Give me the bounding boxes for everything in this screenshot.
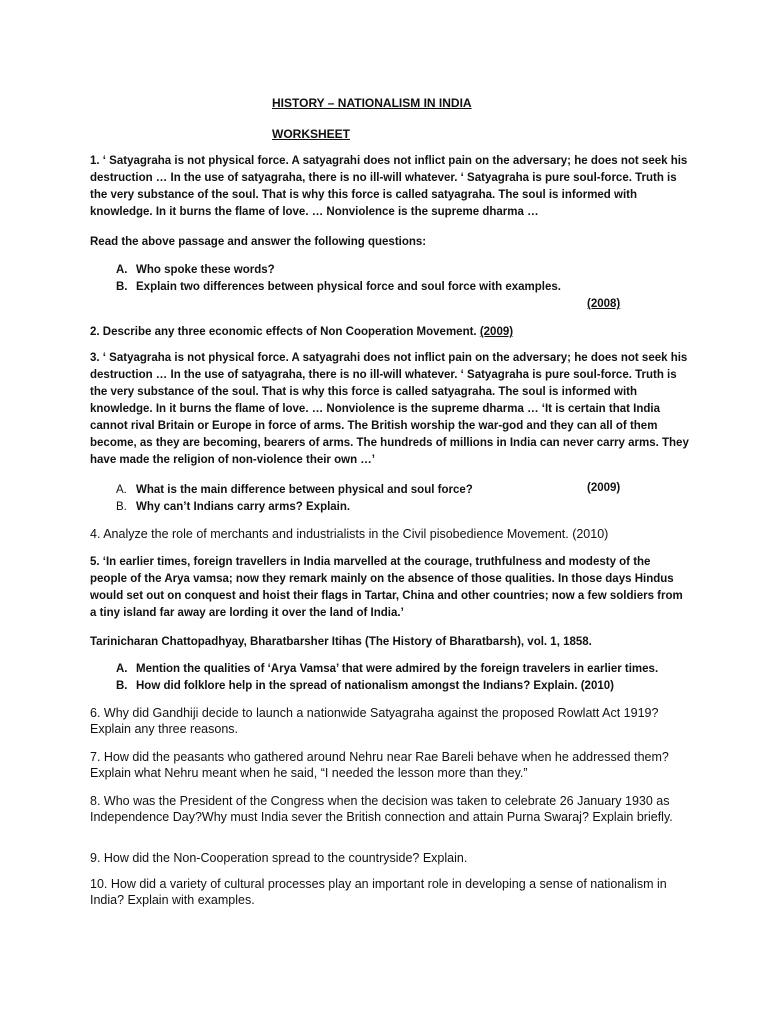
question-5-text: 5. ‘In earlier times, foreign travellers in India marvelled at the courage, truthfulness and modesty of the people of the Arya vamsa; now they remark mainly on the absence of those qualities. In those days Hindus would set out on conquest and hoist their flags in Tartar, China and other countries; now a few soldiers from a tiny island far away are lording it over the land of India.’ — [90, 556, 683, 619]
list-marker: A. — [116, 264, 128, 276]
question-2-year: (2009) — [479, 326, 514, 338]
question-3-text: 3. ‘ Satyagraha is not physical force. A satyagrahi does not inflict pain on the adversary; he does not seek his destruction … In the use of satyagraha, there is no ill-will whatever. ‘ Satyagraha is pure soul-force. Truth is the very substance of the soul. That is why this force is called satyagraha. The soul is informed with knowledge. In it burns the flame of love. … Nonviolence is the supreme dharma … ‘It is certain that India cannot rival Britain or Europe in force of arms. The British worship the war-god and they can all of them become, as they are becoming, bearers of arms. The hundreds of millions in India can never carry arms. They have made the religion of non-violence their own …’ — [90, 352, 689, 466]
list-item — [116, 678, 676, 695]
subquestion-text: Explain two differences between physical force and soul force with examples. — [136, 281, 561, 293]
question-3-year: (2009) — [587, 482, 621, 494]
subquestion-text: What is the main difference between physical and soul force? — [136, 484, 473, 496]
subquestion-text: How did folklore help in the spread of nationalism amongst the Indians? Explain. (2010) — [136, 680, 614, 692]
list-item — [116, 499, 676, 516]
list-marker: A. — [116, 484, 127, 496]
question-7-text: 7. How did the peasants who gathered around Nehru near Rae Bareli behave when he addressed them? Explain what Nehru meant when he said, “I needed the lesson more than they.” — [90, 750, 669, 780]
question-1-year: (2008) — [587, 298, 621, 310]
question-2-text: 2. Describe any three economic effects of Non Cooperation Movement. — [90, 326, 477, 338]
question-8-text: 8. Who was the President of the Congress when the decision was taken to celebrate 26 January 1930 as Independence Day?Why must India sever the British connection and attain Purna Swaraj? Explain briefly. — [90, 794, 673, 824]
subquestion-text: Who spoke these words? — [136, 264, 275, 276]
list-marker: B. — [116, 281, 128, 293]
subquestion-text: Mention the qualities of ‘Arya Vamsa’ that were admired by the foreign travelers in earlier times. — [136, 663, 659, 675]
question-5-subquestions — [116, 661, 676, 695]
list-item — [116, 661, 676, 678]
question-5-source: Tarinicharan Chattopadhyay, Bharatbarsher Itihas (The History of Bharatbarsh), vol. 1, 1858. — [90, 636, 592, 648]
question-1-instruction: Read the above passage and answer the following questions: — [90, 236, 427, 248]
list-marker: B. — [116, 501, 127, 513]
question-4-text: 4. Analyze the role of merchants and industrialists in the Civil pisobedience Movement. (2010) — [90, 527, 609, 541]
question-1-text: 1. ‘ Satyagraha is not physical force. A satyagrahi does not inflict pain on the adversary; he does not seek his destruction … In the use of satyagraha, there is no ill-will whatever. ‘ Satyagraha is pure soul-force. Truth is the very substance of the soul. That is why this force is called satyagraha. The soul is informed with knowledge. In it burns the flame of love. … Nonviolence is the supreme dharma … — [90, 155, 688, 218]
subquestion-text: Why can’t Indians carry arms? Explain. — [136, 501, 351, 513]
page-title: HISTORY – NATIONALISM IN INDIA — [272, 96, 472, 110]
list-item — [116, 262, 676, 279]
question-2 — [90, 324, 690, 341]
question-6-text: 6. Why did Gandhiji decide to launch a nationwide Satyagraha against the proposed Rowlatt Act 1919? Explain any three reasons. — [90, 706, 659, 736]
question-10-text: 10. How did a variety of cultural processes play an important role in developing a sense of nationalism in India? Explain with examples. — [90, 877, 667, 907]
list-marker: B. — [116, 680, 128, 692]
page-subtitle: WORKSHEET — [272, 127, 350, 141]
list-item — [116, 279, 676, 296]
question-1-subquestions — [116, 262, 676, 296]
list-marker: A. — [116, 663, 128, 675]
question-9-text: 9. How did the Non-Cooperation spread to the countryside? Explain. — [90, 851, 468, 865]
